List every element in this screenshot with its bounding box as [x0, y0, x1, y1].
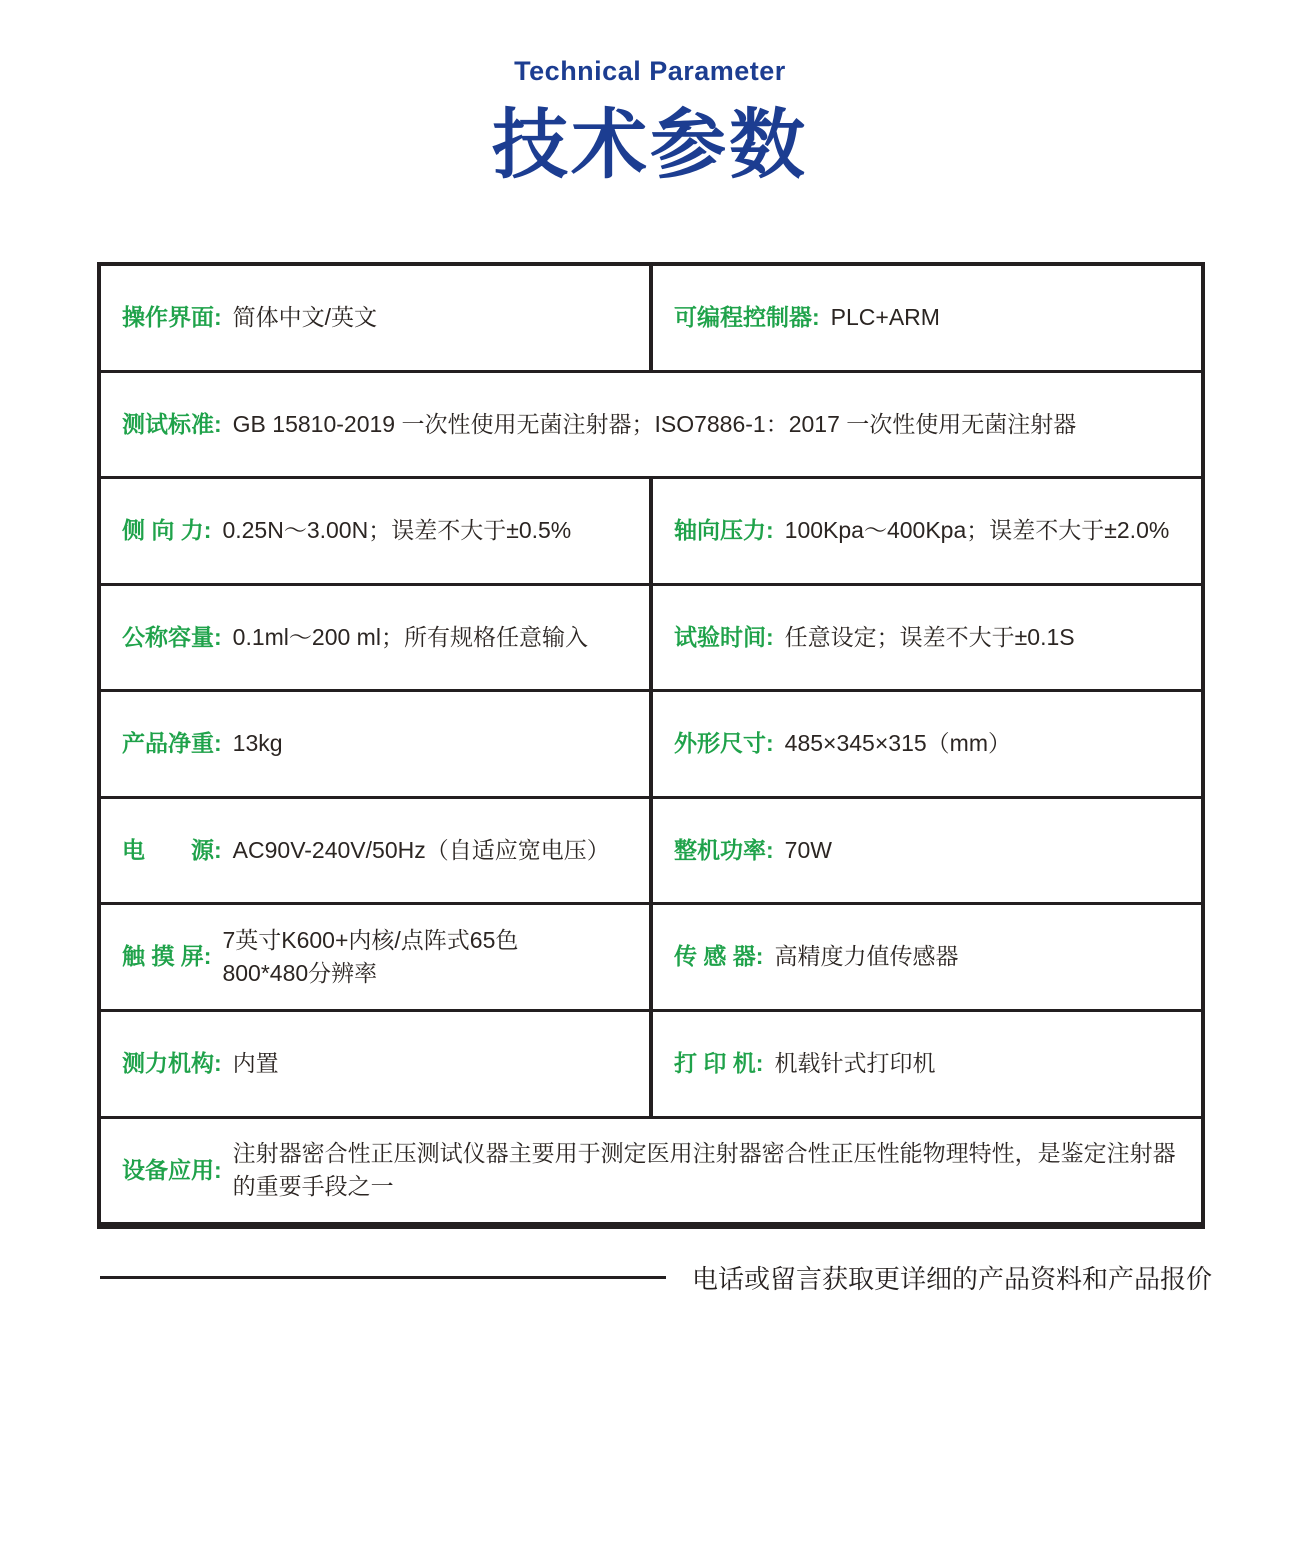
- spec-label: 测力机构:: [122, 1050, 222, 1077]
- spec-value: 机载针式打印机: [774, 1050, 936, 1077]
- spec-label: 试验时间:: [674, 623, 774, 650]
- spec-value: 任意设定；误差不大于±0.1S: [784, 623, 1075, 650]
- spec-value: 简体中文/英文: [232, 304, 378, 331]
- spec-cell-sensor: [649, 905, 1201, 1009]
- spec-value: GB 15810-2019 一次性使用无菌注射器；ISO7886-1：2017 一次性使用无菌注射器: [232, 410, 1077, 437]
- table-row: [101, 796, 1201, 903]
- table-row: [101, 370, 1201, 477]
- table-row: [101, 689, 1201, 796]
- spec-label: 操作界面:: [122, 304, 222, 331]
- spec-value: 100Kpa～400Kpa；误差不大于±2.0%: [784, 517, 1170, 544]
- spec-table: [97, 262, 1205, 1229]
- spec-label: 可编程控制器:: [674, 304, 820, 331]
- page-title: 技术参数: [492, 103, 808, 188]
- table-row: [101, 266, 1201, 370]
- page-subtitle: Technical Parameter: [514, 56, 786, 86]
- spec-label: 整机功率:: [674, 836, 774, 863]
- spec-cell-lateral-force: [101, 479, 649, 583]
- spec-label: 设备应用:: [122, 1156, 222, 1183]
- spec-value: PLC+ARM: [830, 304, 940, 331]
- footer-divider-line: [100, 1276, 666, 1279]
- spec-label: 侧 向 力:: [122, 517, 212, 544]
- spec-cell-test-standard: [101, 373, 1201, 477]
- spec-cell-net-weight: [101, 692, 649, 796]
- spec-cell-power-supply: [101, 799, 649, 903]
- spec-value: AC90V-240V/50Hz（自适应宽电压）: [232, 836, 610, 863]
- spec-label: 电 源:: [122, 836, 222, 863]
- spec-label: 轴向压力:: [674, 517, 774, 544]
- spec-cell-test-time: [649, 586, 1201, 690]
- table-row: [101, 902, 1201, 1009]
- table-row: [101, 583, 1201, 690]
- spec-value: 0.25N～3.00N；误差不大于±0.5%: [222, 517, 572, 544]
- table-row: [101, 476, 1201, 583]
- spec-cell-operation-interface: [101, 266, 649, 370]
- spec-value: 高精度力值传感器: [774, 943, 959, 970]
- spec-cell-force-mechanism: [101, 1012, 649, 1116]
- spec-value: 13kg: [232, 730, 283, 757]
- spec-label: 触 摸 屏:: [122, 943, 212, 970]
- spec-value: 注射器密合性正压测试仪器主要用于测定医用注射器密合性正压性能物理特性，是鉴定注射器的重要手段之一: [232, 1139, 1176, 1200]
- spec-label: 打 印 机:: [674, 1050, 764, 1077]
- table-row: [101, 1116, 1201, 1223]
- footer-note: 电话或留言获取更详细的产品资料和产品报价: [692, 1263, 1213, 1294]
- spec-cell-application: [101, 1119, 1201, 1223]
- spec-cell-nominal-capacity: [101, 586, 649, 690]
- spec-label: 公称容量:: [122, 623, 222, 650]
- spec-value: [222, 924, 518, 991]
- spec-cell-programmable-controller: [649, 266, 1201, 370]
- spec-value: 内置: [232, 1050, 279, 1077]
- spec-value-line-2: 800*480分辨率: [222, 960, 378, 987]
- spec-value-line-1: 7英寸K600+内核/点阵式65色: [222, 926, 519, 953]
- spec-label: 传 感 器:: [674, 943, 764, 970]
- spec-cell-touch-screen: [101, 905, 649, 1009]
- spec-cell-total-power: [649, 799, 1201, 903]
- spec-cell-dimensions: [649, 692, 1201, 796]
- spec-label: 外形尺寸:: [674, 730, 774, 757]
- table-row: [101, 1009, 1201, 1116]
- spec-value: 485×345×315（mm）: [784, 730, 1011, 757]
- spec-label: 测试标准:: [122, 410, 222, 437]
- footer: [100, 1249, 1215, 1305]
- spec-label: 产品净重:: [122, 730, 222, 757]
- spec-cell-axial-pressure: [649, 479, 1201, 583]
- spec-value: 70W: [784, 836, 832, 863]
- spec-value: 0.1ml～200 ml；所有规格任意输入: [232, 623, 588, 650]
- spec-cell-printer: [649, 1012, 1201, 1116]
